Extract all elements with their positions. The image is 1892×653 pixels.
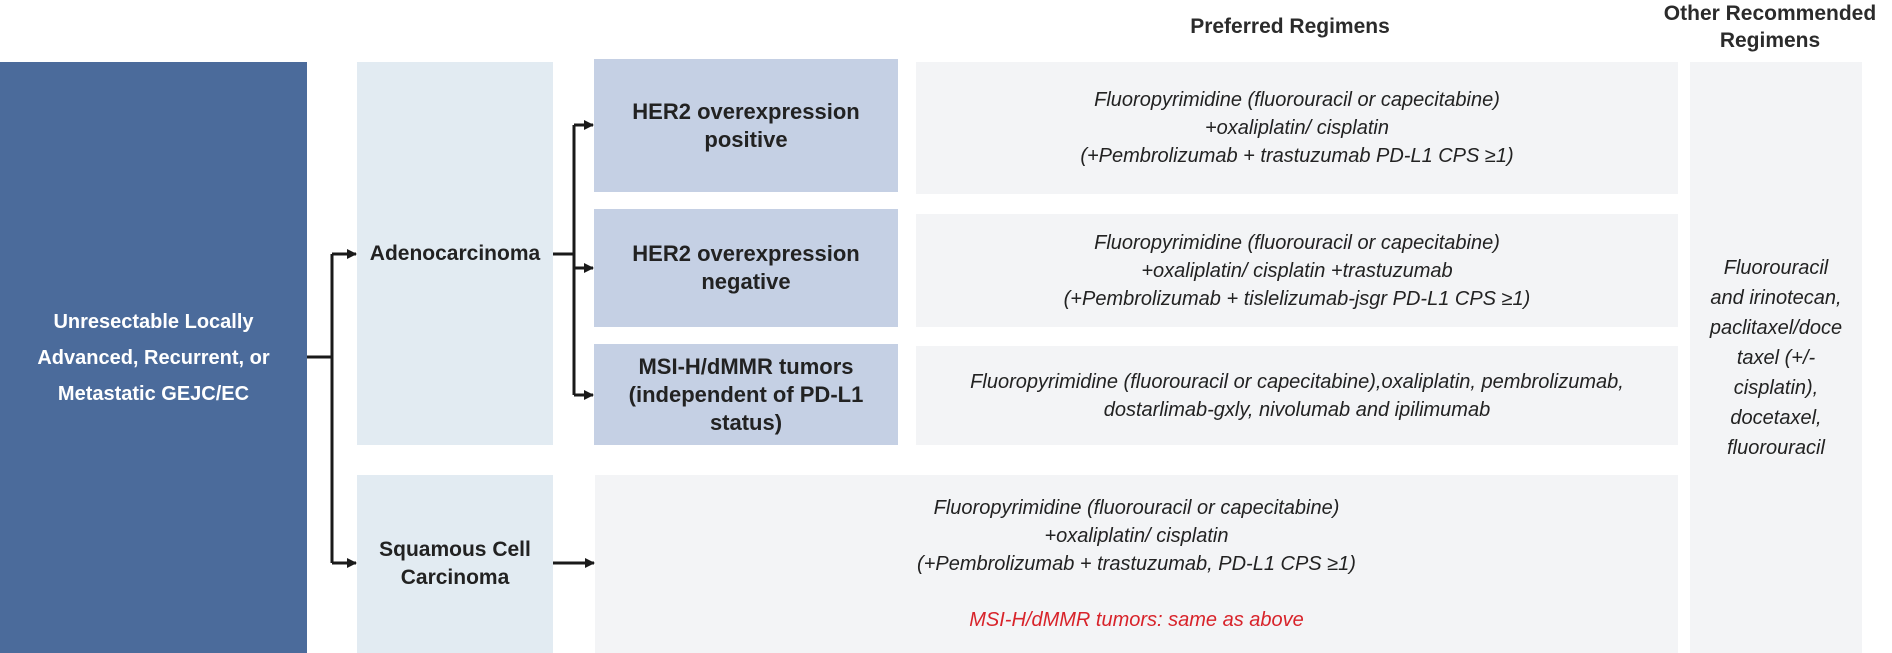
msi-line1: MSI-H/dMMR tumors [638,353,854,379]
regimen-line: +oxaliplatin/ cisplatin [1044,525,1229,547]
msi-line3: status) [709,409,783,435]
regimen-line: (+Pembrolizumab + trastuzumab PD-L1 CPS ≥1) [1080,145,1514,167]
regimen-line: +oxaliplatin/ cisplatin +trastuzumab [1141,259,1453,282]
regimen-line: +oxaliplatin/ cisplatin [1205,117,1389,139]
regimen-line: Fluoropyrimidine (fluorouracil or capecitabine) [933,497,1340,519]
regimen-line: Fluoropyrimidine (fluorouracil or capecitabine),oxaliplatin, pembrolizumab, [970,370,1624,393]
her2-negative-line1: HER2 overexpression [632,241,860,266]
her2-positive-line2: positive [704,126,788,152]
root-line1: Unresectable Locally [53,310,254,333]
regimen-line: (+Pembrolizumab + trastuzumab, PD-L1 CPS ≥1) [917,553,1356,575]
other-line: paclitaxel/doce [1709,316,1843,339]
other-line: and irinotecan, [1710,286,1842,309]
scc-label-line2: Carcinoma [400,566,510,589]
regimen-line: dostarlimab-gxly, nivolumab and ipilimumab [1103,398,1491,421]
other-line: cisplatin), [1733,376,1819,399]
regimen-line: (+Pembrolizumab + tislelizumab-jsgr PD-L1 CPS ≥1) [1063,287,1531,310]
other-line: taxel (+/- [1736,346,1816,369]
root-line3: Metastatic GEJC/EC [57,382,250,405]
her2-positive-line1: HER2 overexpression [632,98,860,124]
other-header-line1: Other Recommended [1663,2,1877,25]
scc-label-line1: Squamous Cell [379,538,531,561]
other-header-line2: Regimens [1719,29,1821,52]
root-line2: Advanced, Recurrent, or [37,346,270,369]
other-line: Fluorouracil [1723,256,1829,279]
other-line: docetaxel, [1730,406,1822,429]
adenocarcinoma-label: Adenocarcinoma [369,241,541,265]
other-line: fluorouracil [1727,436,1825,459]
her2-negative-line2: negative [701,269,791,294]
regimen-line: Fluoropyrimidine (fluorouracil or capecitabine) [1094,89,1500,111]
msi-note: MSI-H/dMMR tumors: same as above [969,609,1304,631]
regimen-line: Fluoropyrimidine (fluorouracil or capecitabine) [1094,231,1500,254]
msi-line2: (independent of PD-L1 [628,381,864,407]
preferred-regimens-header: Preferred Regimens [1190,15,1390,38]
